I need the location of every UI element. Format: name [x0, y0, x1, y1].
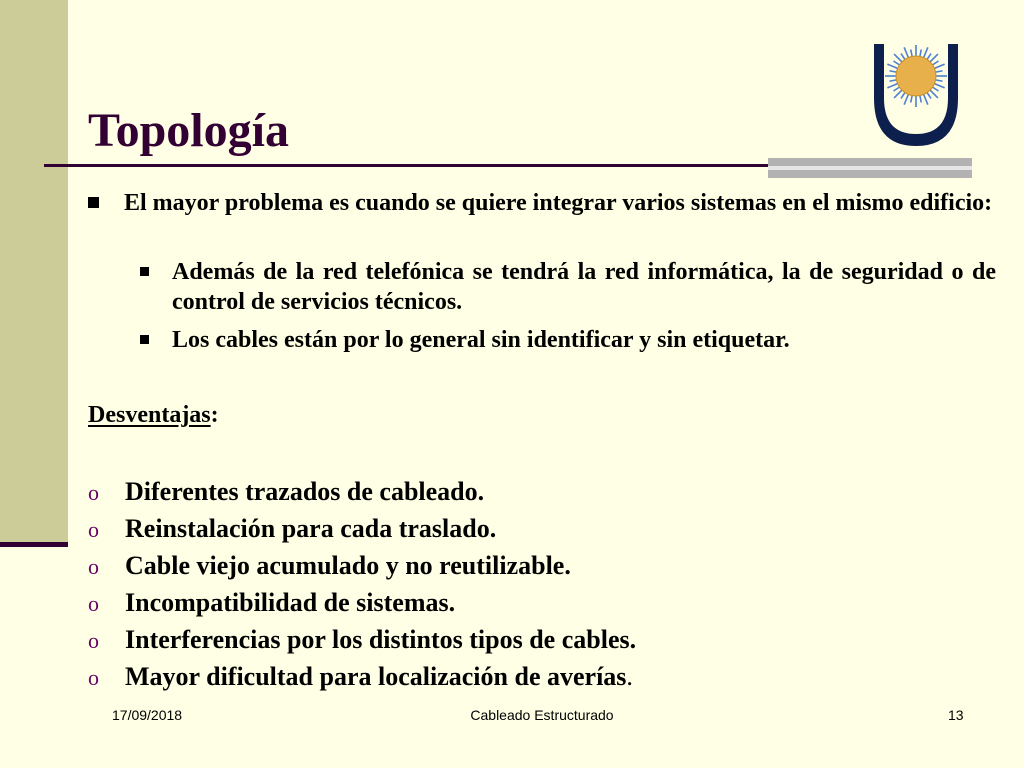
sun-ray	[933, 87, 939, 91]
sun-ray	[927, 54, 931, 60]
sun-ray	[927, 93, 931, 99]
circle-bullet-icon: o	[88, 554, 99, 579]
sun-ray	[934, 84, 944, 88]
circle-bullet-icon: o	[88, 591, 99, 616]
footer-page-number: 13	[948, 707, 964, 723]
sun-ray	[911, 50, 912, 57]
list-item-text: Cable viejo acumulado y no reutilizable.	[125, 551, 571, 580]
circle-bullet-icon: o	[88, 628, 99, 653]
square-bullet-icon	[140, 267, 149, 276]
sun-ray	[894, 87, 900, 91]
desventajas-colon: :	[210, 402, 219, 428]
list-item-text: Reinstalación para cada traslado.	[125, 514, 497, 543]
circle-bullet-icon: o	[88, 480, 99, 505]
sun-ray	[894, 54, 902, 62]
university-sun-shield-logo-icon	[868, 40, 964, 152]
title-accent-bar	[768, 158, 972, 178]
footer-title: Cableado Estructurado	[470, 707, 614, 723]
sun-ray	[904, 47, 908, 57]
circle-bullet-icon: o	[88, 665, 99, 690]
list-item-text-end: .	[626, 662, 633, 691]
left-sidebar-rule	[0, 542, 68, 547]
sun-ray	[890, 80, 897, 81]
sun-ray	[901, 93, 905, 99]
sun-ray	[904, 94, 908, 104]
desventajas-heading	[88, 400, 219, 430]
list-item-text-main: Mayor dificultad para localización de averías	[125, 662, 627, 691]
sun-ray	[936, 80, 943, 81]
sun-ray	[934, 64, 944, 68]
sub-bullet-text: Los cables están por lo general sin identificar y sin etiquetar.	[172, 327, 790, 353]
list-item-text	[125, 661, 633, 693]
left-sidebar-band	[0, 0, 68, 542]
square-bullet-icon	[140, 335, 149, 344]
list-item-text: Incompatibilidad de sistemas.	[125, 588, 456, 617]
sun-ray	[933, 61, 939, 65]
desventajas-label: Desventajas	[88, 402, 211, 428]
sun-ray	[890, 71, 897, 72]
list-item-text: Interferencias por los distintos tipos de cables.	[125, 625, 637, 654]
sun-ray	[930, 90, 938, 98]
sun-ray	[887, 64, 897, 68]
sun-ray	[936, 71, 943, 72]
list-item-text: Diferentes trazados de cableado.	[125, 477, 485, 506]
sub-bullet-text: Además de la red telefónica se tendrá la red informática, la de seguridad o de control de servicios técnicos.	[172, 259, 996, 315]
circle-bullet-icon: o	[88, 517, 99, 542]
bullet-main-text: El mayor problema es cuando se quiere integrar varios sistemas en el mismo edificio:	[124, 190, 993, 216]
sun-ray	[920, 50, 921, 57]
footer-date: 17/09/2018	[112, 707, 183, 723]
sun-ray	[924, 94, 928, 104]
slide-title: Topología	[88, 104, 289, 157]
sun-ray	[887, 84, 897, 88]
square-bullet-icon	[88, 197, 99, 208]
sun-ray	[911, 96, 912, 103]
sun-ray	[901, 54, 905, 60]
sun-ray	[920, 96, 921, 103]
sun-ray	[930, 54, 938, 62]
sun-ray	[894, 90, 902, 98]
sun-ray	[924, 47, 928, 57]
sun-ray	[894, 61, 900, 65]
